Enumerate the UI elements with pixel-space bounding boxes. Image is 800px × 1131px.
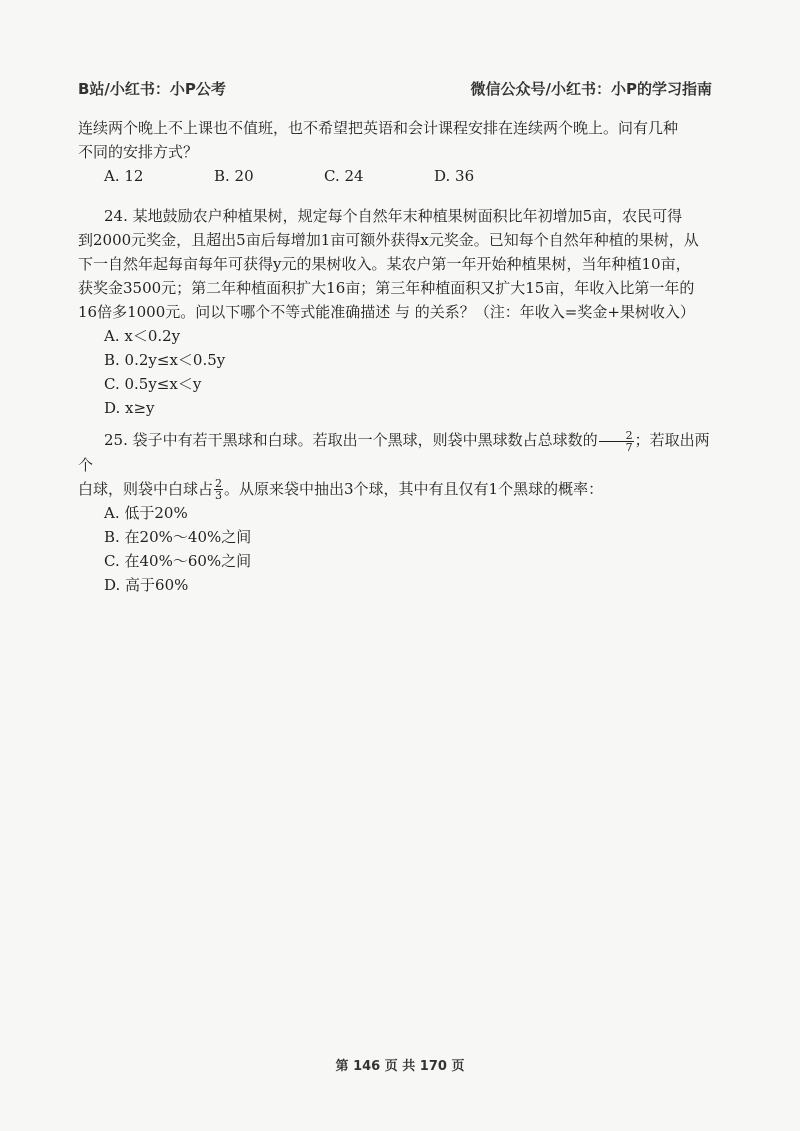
q25-line2-end: 。从原来袋中抽出3个球，其中有且仅有1个黑球的概率：: [224, 479, 604, 498]
page-footer: [0, 1055, 800, 1074]
q23-option-a: A. 12: [104, 167, 144, 185]
question-24: [78, 204, 712, 420]
q23-option-c: C. 24: [324, 167, 364, 185]
q25-line2: [78, 477, 712, 502]
q23-option-b: B. 20: [214, 167, 254, 185]
q23-line1: 连续两个晚上不上课也不值班，也不希望把英语和会计课程安排在连续两个晚上。问有几种: [78, 119, 679, 137]
q25-frac2-den: 3: [215, 489, 223, 502]
q25-option-d: D. 高于60%: [104, 576, 189, 594]
q24-line1: 24. 某地鼓励农户种植果树，规定每个自然年末种植果树面积比年初增加5亩，农民可得: [104, 207, 683, 225]
q25-fraction-2: [214, 478, 223, 501]
q25-option-c: C. 在40%～60%之间: [104, 552, 252, 570]
q25-frac1-den: 7: [625, 440, 633, 454]
question-23: [78, 116, 712, 188]
q25-line1: [78, 428, 712, 477]
q25-line2-start: 白球，则袋中白球占: [78, 479, 214, 498]
q23-options: [104, 164, 712, 188]
q24-option-d: D. x≥y: [104, 399, 155, 417]
q25-line1-end: ；若取出两个: [78, 431, 710, 474]
q24-line2: 到2000元奖金，且超出5亩后每增加1亩可额外获得x元奖金。已知每个自然年种植的果树，从: [78, 231, 699, 249]
q24-line3: 下一自然年起每亩每年可获得y元的果树收入。某农户第一年开始种植果树，当年种植10亩，: [78, 255, 691, 273]
q24-line4: 获奖金3500元；第二年种植面积扩大16亩；第三年种植面积又扩大15亩，年收入比第一年的: [78, 279, 695, 297]
q25-fraction-1: [599, 430, 634, 453]
q24-option-b: B. 0.2y≤x＜0.5y: [104, 351, 226, 369]
question-25: [78, 428, 712, 597]
page-header: [78, 78, 712, 99]
q25-option-b: B. 在20%～40%之间: [104, 528, 252, 546]
q25-frac1-num: 2: [599, 430, 634, 442]
q25-option-a: A. 低于20%: [104, 504, 188, 522]
q24-line5: 16倍多1000元。问以下哪个不等式能准确描述 与 的关系？（注：年收入=奖金+果树收入）: [78, 303, 695, 321]
q23-option-d: D. 36: [434, 167, 475, 185]
q24-option-a: A. x＜0.2y: [104, 327, 181, 345]
header-right: 微信公众号/小红书：小P的学习指南: [470, 80, 712, 98]
q24-option-c: C. 0.5y≤x＜y: [104, 375, 202, 393]
q23-line2: 不同的安排方式？: [78, 143, 199, 161]
q25-frac2-num: 2: [215, 477, 223, 490]
header-left: B站/小红书：小P公考: [78, 80, 226, 98]
page-number: 第 146 页 共 170 页: [335, 1059, 465, 1074]
q25-line1-start: 25. 袋子中有若干黑球和白球。若取出一个黑球，则袋中黑球数占总球数的: [104, 431, 598, 449]
